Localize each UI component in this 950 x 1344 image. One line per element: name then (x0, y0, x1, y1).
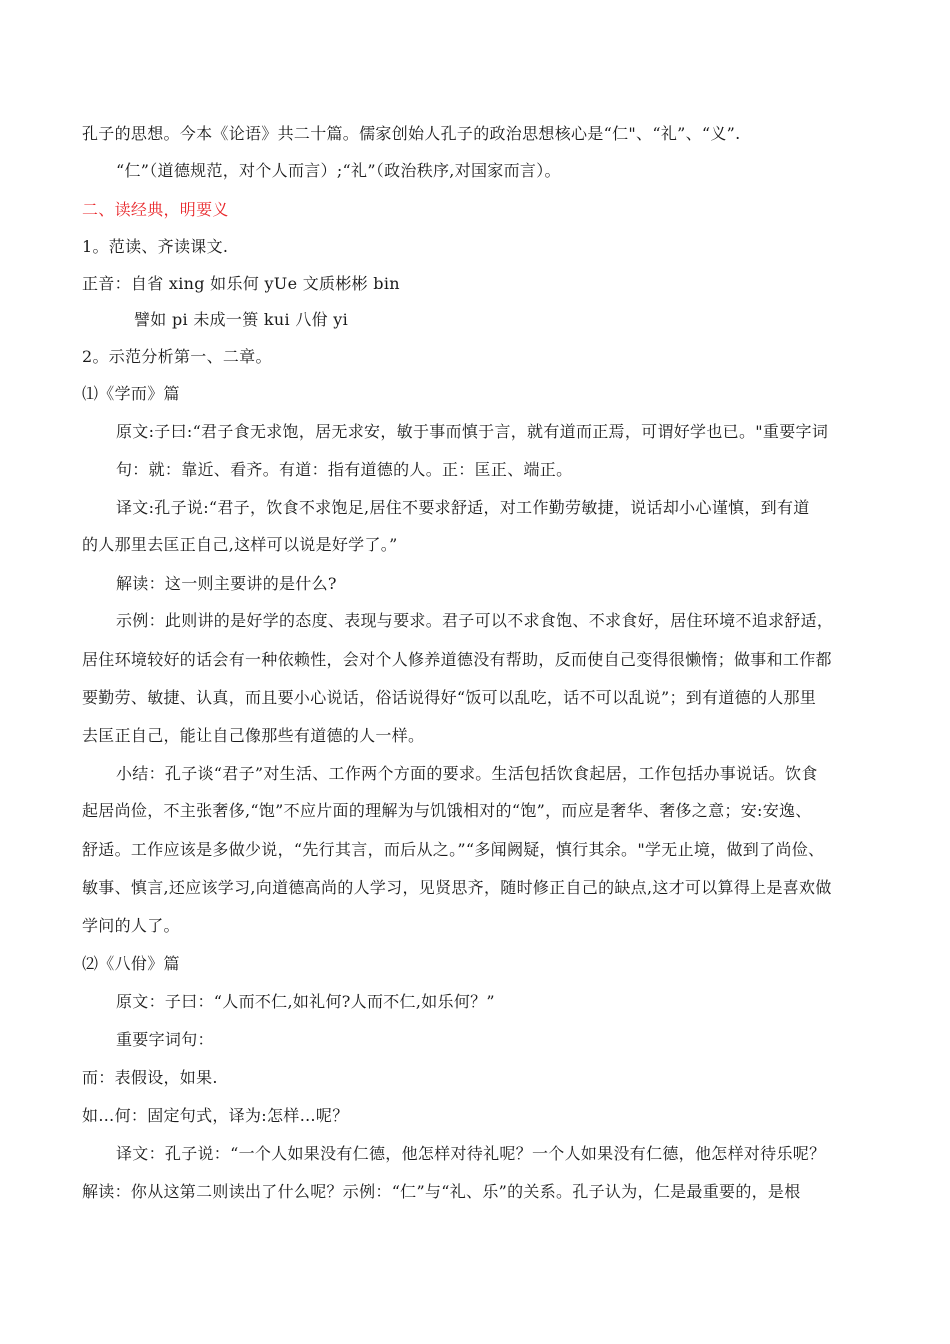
step-1: 1。范读、齐读课文. (82, 237, 229, 256)
xueer-example-4: 去匡正自己，能让自己像那些有道德的人一样。 (82, 726, 425, 745)
xueer-reading-question: 解读：这一则主要讲的是什么? (116, 574, 337, 593)
section-heading: 二、读经典，明要义 (82, 200, 229, 219)
bayi-translation: 译文：孔子说：“一个人如果没有仁德，他怎样对待礼呢？一个人如果没有仁德，他怎样对待乐呢？ (116, 1144, 826, 1163)
xueer-summary-3: 舒适。工作应该是多做少说，“先行其言，而后从之。”“多闻阙疑，慎行其余。"学无止境，做到了尚俭、 (82, 840, 825, 859)
xueer-example-2: 居住环境较好的话会有一种依赖性，会对个人修养道德没有帮助，反而使自己变得很懒惰；做事和工作都 (82, 650, 832, 669)
xueer-example-1: 示例：此则讲的是好学的态度、表现与要求。君子可以不求食饱、不求食好，居住环境不追求舒适， (116, 611, 834, 630)
xueer-translation-2: 的人那里去匡正自己,这样可以说是好学了。” (82, 535, 398, 554)
bayi-keyword-1: 而：表假设，如果. (82, 1068, 218, 1087)
xueer-original: 原文:子曰:“君子食无求饱，居无求安，敏于事而慎于言，就有道而正焉，可谓好学也已。"重要字词 (116, 422, 829, 441)
xueer-translation-1: 译文:孔子说:“君子，饮食不求饱足,居住不要求舒适，对工作勤劳敏捷，说话却小心谨慎，到有道 (116, 498, 810, 517)
pronunciation-line-1: 正音：自省 xing 如乐何 yUe 文质彬彬 bin (82, 274, 400, 293)
xueer-summary-5: 学问的人了。 (82, 916, 180, 935)
xueer-example-3: 要勤劳、敏捷、认真，而且要小心说话，俗话说得好“饭可以乱吃，话不可以乱说”；到有道德的人那里 (82, 688, 817, 707)
bayi-keyword-2: 如…何：固定句式，译为:怎样…呢？ (82, 1106, 349, 1125)
pronunciation-line-2: 譬如 pi 未成一篑 kui 八佾 yi (134, 310, 349, 329)
step-2: 2。示范分析第一、二章。 (82, 347, 272, 366)
intro-line-1: 孔子的思想。今本《论语》共二十篇。儒家创始人孔子的政治思想核心是“仁"、“礼”、“义”. (82, 124, 741, 143)
xueer-title: ⑴《学而》篇 (82, 384, 180, 403)
bayi-original: 原文：子曰：“人而不仁,如礼何?人而不仁,如乐何？” (116, 992, 495, 1011)
intro-line-2: “仁”（道德规范，对个人而言）;“礼”（政治秩序,对国家而言）。 (116, 161, 561, 180)
bayi-title: ⑵《八佾》篇 (82, 954, 180, 973)
xueer-summary-4: 敏事、慎言,还应该学习,向道德高尚的人学习，见贤思齐，随时修正自己的缺点,这才可以算得上是喜欢做 (82, 878, 832, 897)
xueer-summary-2: 起居尚俭，不主张奢侈,“饱”不应片面的理解为与饥饿相对的“饱”，而应是奢华、奢侈之意；安:安逸、 (82, 801, 812, 820)
xueer-summary-1: 小结：孔子谈“君子”对生活、工作两个方面的要求。生活包括饮食起居，工作包括办事说话。饮食 (116, 764, 818, 783)
bayi-keywords-label: 重要字词句： (116, 1030, 214, 1049)
bayi-reading: 解读：你从这第二则读出了什么呢？示例：“仁”与“礼、乐”的关系。孔子认为，仁是最重要的，是根 (82, 1182, 801, 1201)
xueer-keywords: 句：就：靠近、看齐。有道：指有道德的人。正：匡正、端正。 (116, 460, 573, 479)
